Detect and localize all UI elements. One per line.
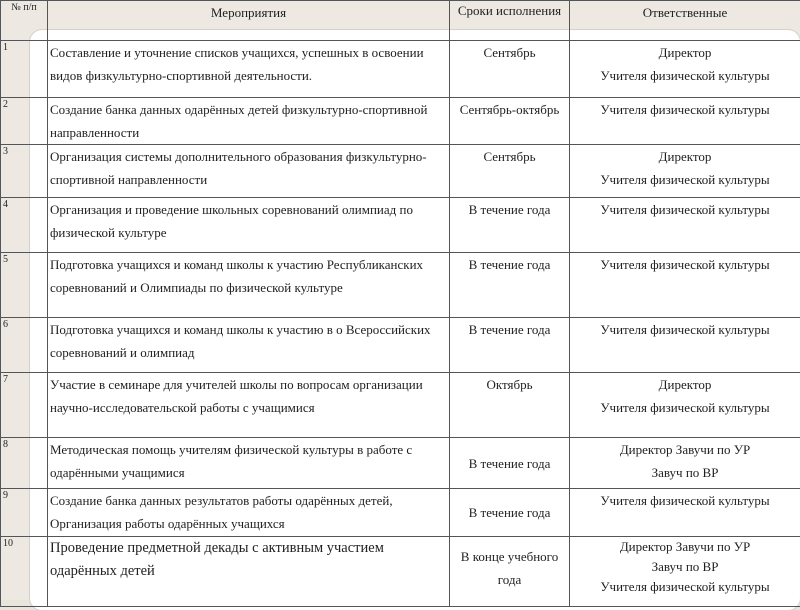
row-term: В конце учебного года <box>450 537 570 607</box>
responsible-line: Директор Завучи по УР <box>572 438 798 461</box>
table-row <box>1 373 800 438</box>
responsible-line: Учителя физической культуры <box>572 318 798 341</box>
table-row <box>1 198 800 253</box>
responsible-line: Учителя физической культуры <box>572 577 798 597</box>
table-row <box>1 253 800 318</box>
row-event: Организация и проведение школьных соревнований олимпиад по физической культуре <box>48 198 450 253</box>
table-header-row <box>1 1 800 41</box>
row-event: Участие в семинаре для учителей школы по вопросам организации научно-исследовательской работы с учащимися <box>48 373 450 438</box>
row-event-part: Организация работы одарённых учащихся <box>50 516 285 531</box>
table-row <box>1 537 800 607</box>
row-number: 8 <box>1 438 48 489</box>
header-events: Мероприятия <box>48 1 450 41</box>
responsible-line: Учителя физической культуры <box>572 489 798 512</box>
row-event: Создание банка данных одарённых детей физкультурно-спортивной направленности <box>48 98 450 145</box>
row-term: В течение года <box>450 253 570 318</box>
row-responsible <box>570 98 800 145</box>
row-responsible <box>570 145 800 198</box>
row-responsible <box>570 318 800 373</box>
row-event: Методическая помощь учителям физической культуры в работе с одарёнными учащимися <box>48 438 450 489</box>
row-event: Проведение предметной декады с активным участием одарённых детей <box>48 537 450 607</box>
responsible-line: Директор <box>572 145 798 168</box>
header-terms: Сроки исполнения <box>450 1 570 41</box>
responsible-line: Учителя физической культуры <box>572 253 798 276</box>
row-event <box>48 489 450 537</box>
responsible-line: Директор Завучи по УР <box>572 537 798 557</box>
row-number: 1 <box>1 41 48 98</box>
responsible-line: Учителя физической культуры <box>572 396 798 419</box>
row-number: 5 <box>1 253 48 318</box>
row-number: 4 <box>1 198 48 253</box>
row-term: Октябрь <box>450 373 570 438</box>
row-responsible <box>570 373 800 438</box>
header-responsible: Ответственные <box>570 1 800 41</box>
table-row <box>1 145 800 198</box>
row-number: 3 <box>1 145 48 198</box>
table-row <box>1 489 800 537</box>
row-event: Подготовка учащихся и команд школы к участию в о Всероссийских соревнований и олимпиад <box>48 318 450 373</box>
row-number: 9 <box>1 489 48 537</box>
row-number: 6 <box>1 318 48 373</box>
table-row <box>1 438 800 489</box>
row-event: Составление и уточнение списков учащихся, успешных в освоении видов физкультурно-спортивной деятельности. <box>48 41 450 98</box>
responsible-line: Учителя физической культуры <box>572 64 798 87</box>
row-responsible <box>570 198 800 253</box>
row-responsible <box>570 537 800 607</box>
row-event: Подготовка учащихся и команд школы к участию Республиканских соревнований и Олимпиады по физической культуре <box>48 253 450 318</box>
row-term: В течение года <box>450 318 570 373</box>
row-number: 2 <box>1 98 48 145</box>
row-term: Сентябрь <box>450 41 570 98</box>
row-term: Сентябрь <box>450 145 570 198</box>
table-row <box>1 318 800 373</box>
responsible-line: Завуч по ВР <box>572 461 798 484</box>
row-term: В течение года <box>450 438 570 489</box>
table-row <box>1 98 800 145</box>
row-event: Организация системы дополнительного образования физкультурно-спортивной направленности <box>48 145 450 198</box>
responsible-line: Учителя физической культуры <box>572 198 798 221</box>
row-responsible <box>570 253 800 318</box>
table-row <box>1 41 800 98</box>
row-responsible <box>570 489 800 537</box>
responsible-line: Учителя физической культуры <box>572 168 798 191</box>
responsible-line: Учителя физической культуры <box>572 98 798 121</box>
row-term: В течение года <box>450 198 570 253</box>
row-number: 7 <box>1 373 48 438</box>
header-number: № п/п <box>1 1 48 41</box>
row-responsible <box>570 438 800 489</box>
row-event-part: Создание банка данных результатов работы одарённых детей, <box>50 493 393 508</box>
responsible-line: Директор <box>572 373 798 396</box>
row-term: В течение года <box>450 489 570 537</box>
row-term: Сентябрь-октябрь <box>450 98 570 145</box>
row-responsible <box>570 41 800 98</box>
responsible-line: Завуч по ВР <box>572 557 798 577</box>
responsible-line: Директор <box>572 41 798 64</box>
row-number: 10 <box>1 537 48 607</box>
